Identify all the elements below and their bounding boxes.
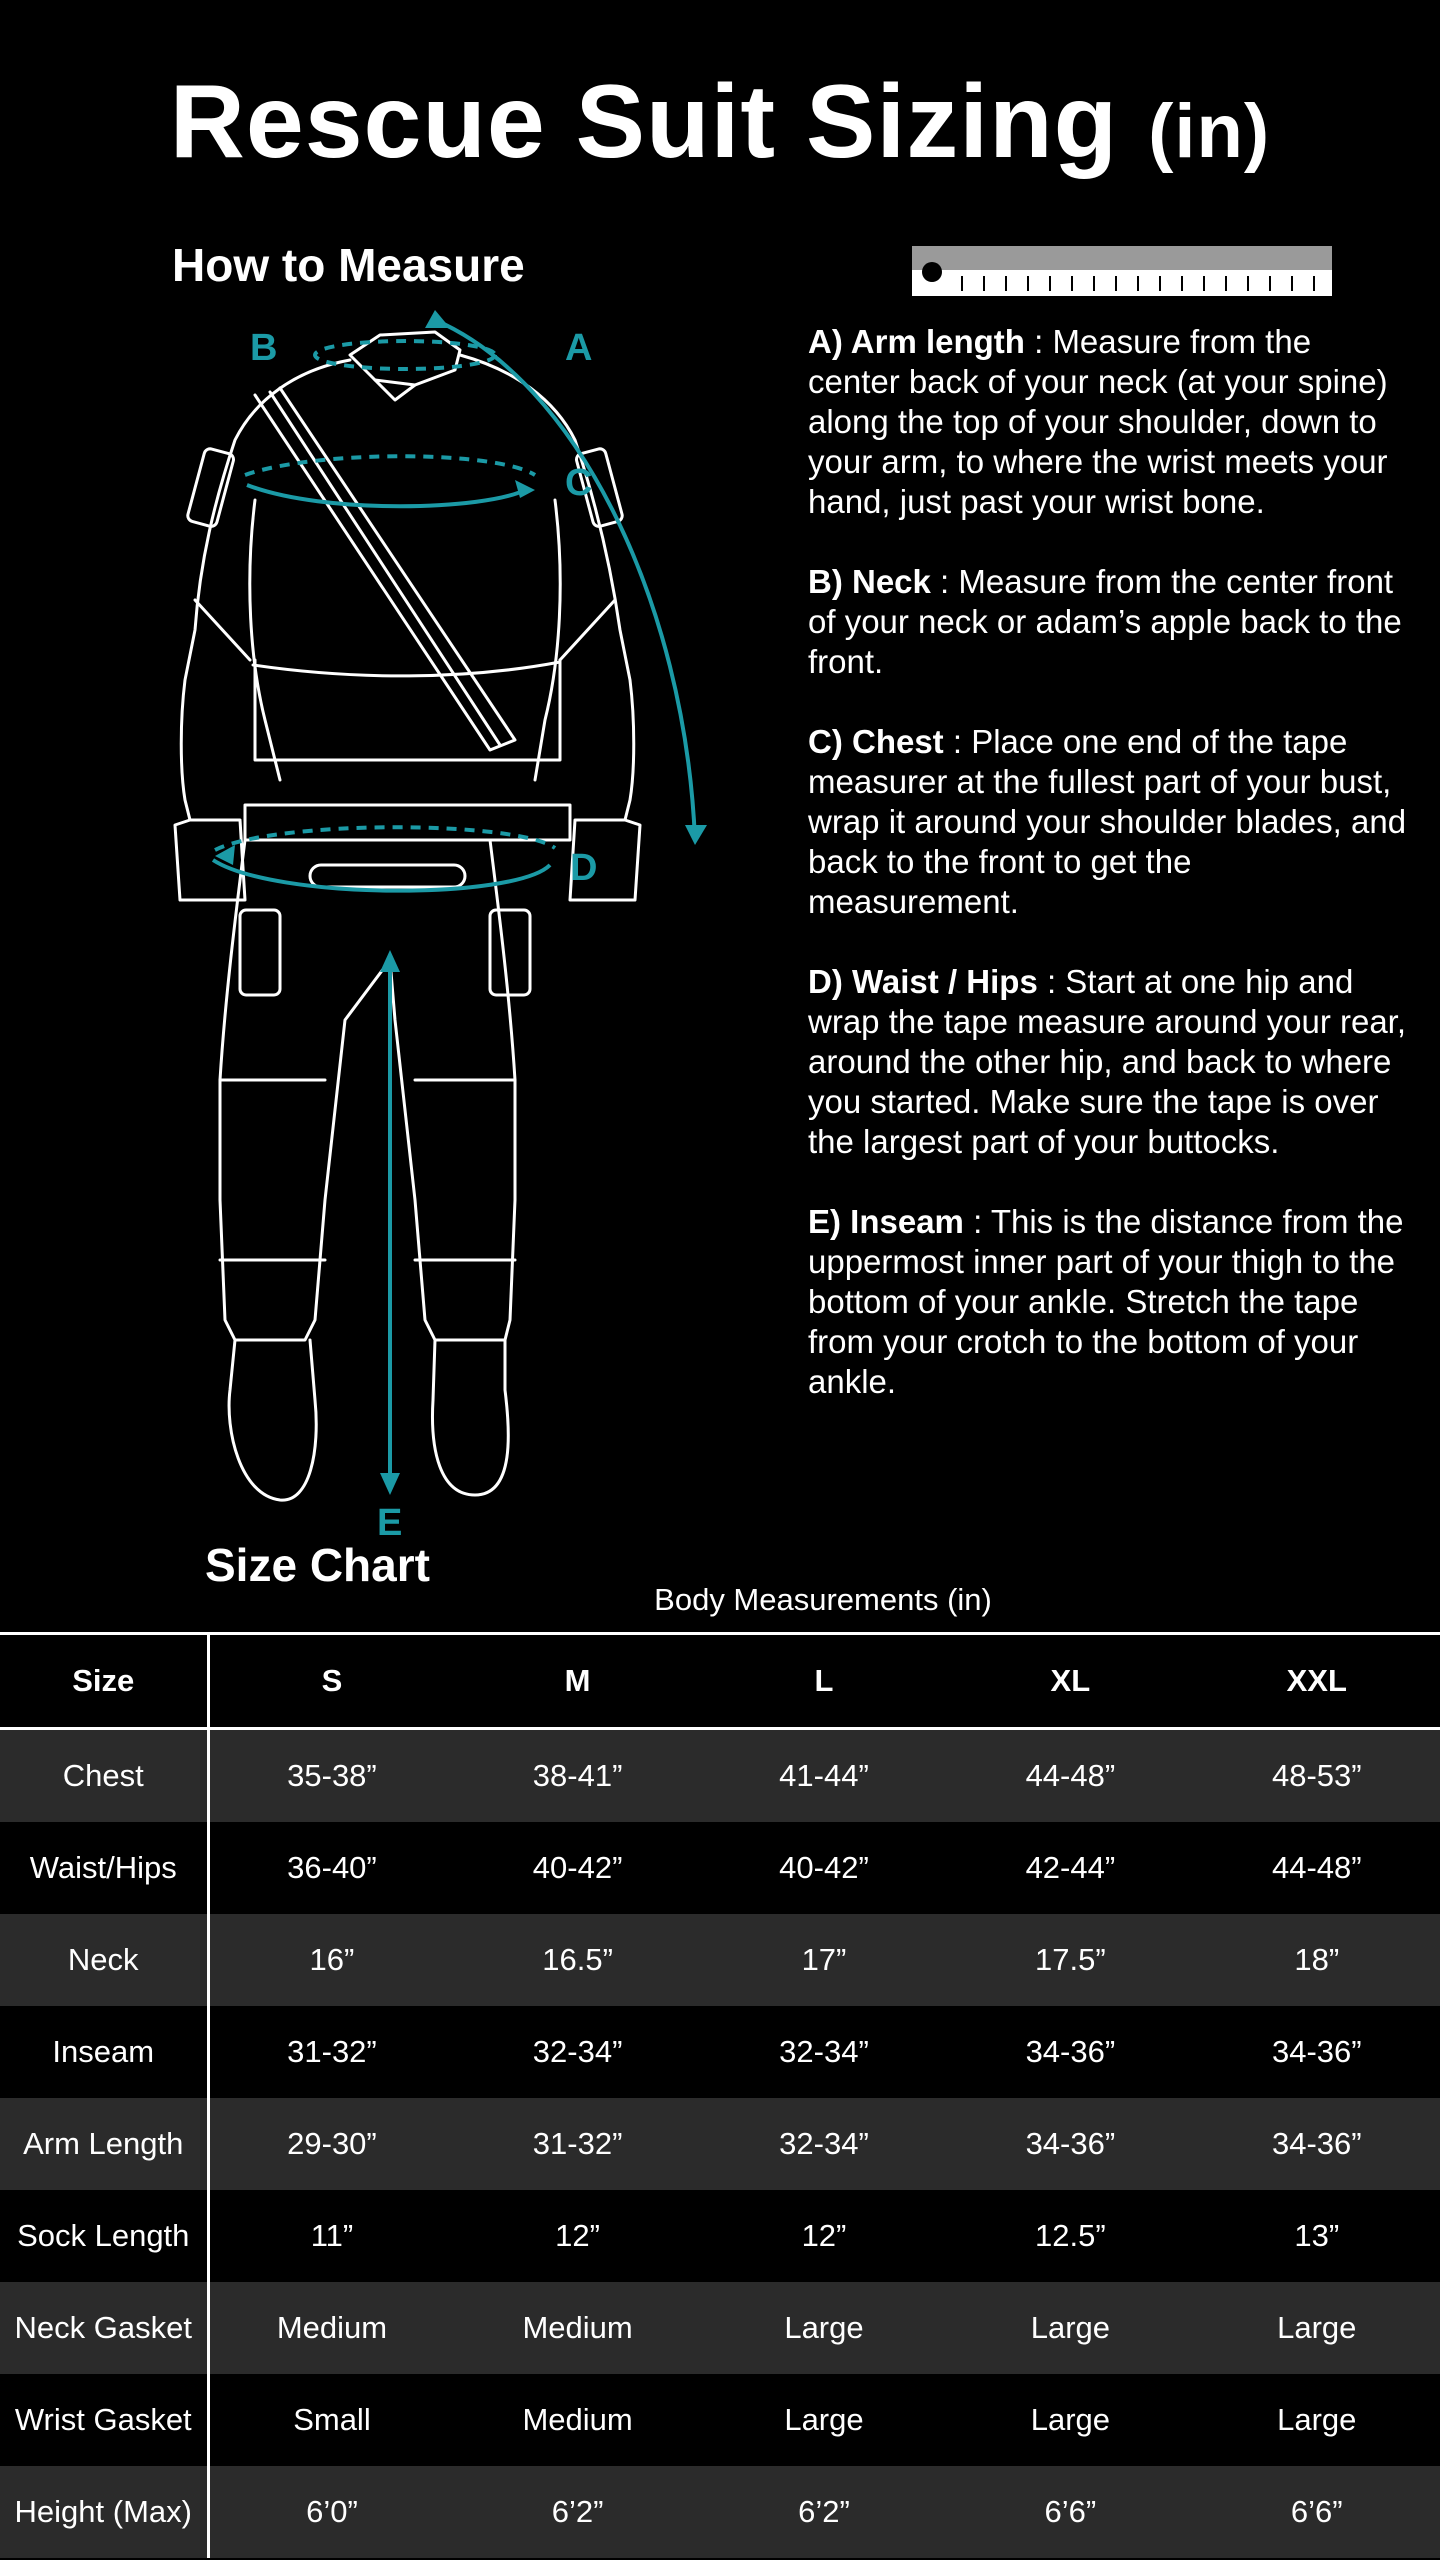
table-cell: 44-48” [947,1729,1193,1823]
table-cell: Medium [454,2282,700,2374]
table-cell: 48-53” [1194,1729,1440,1823]
table-cell: Large [1194,2282,1440,2374]
label-b: B [250,327,278,369]
table-cell: 6’6” [1194,2466,1440,2558]
table-cell: 41-44” [701,1729,947,1823]
table-cell: 12” [454,2190,700,2282]
table-cell: 42-44” [947,1822,1193,1914]
table-row [0,2190,1440,2282]
table-cell: Large [701,2374,947,2466]
row-label: Sock Length [0,2190,208,2282]
table-header-row [0,1634,1440,1729]
table-row [0,2098,1440,2190]
table-cell: 34-36” [947,2098,1193,2190]
size-chart-heading: Size Chart [205,1539,430,1591]
table-row [0,2466,1440,2558]
row-label: Waist/Hips [0,1822,208,1914]
measure-instructions [808,322,1408,1442]
table-cell: Large [1194,2374,1440,2466]
table-cell: 6’6” [947,2466,1193,2558]
table-body [0,1729,1440,2559]
table-cell: 6’0” [208,2466,454,2558]
table-cell: 34-36” [1194,2098,1440,2190]
table-cell: 40-42” [454,1822,700,1914]
table-row [0,1914,1440,2006]
row-label: Neck [0,1914,208,2006]
table-cell: 16.5” [454,1914,700,2006]
header-xxl: XXL [1194,1634,1440,1729]
table-cell: 6’2” [701,2466,947,2558]
table-cell: 12.5” [947,2190,1193,2282]
table-cell: Medium [454,2374,700,2466]
header-m: M [454,1634,700,1729]
instruction-inseam: E) Inseam : This is the distance from the uppermost inner part of your thigh to the bottom of your ankle. Stretch the tape from your crotch to the bottom of your ankle. [808,1203,1404,1400]
how-to-measure-heading: How to Measure [172,239,525,291]
table-cell: Medium [208,2282,454,2374]
table-cell: Small [208,2374,454,2466]
title-unit: (in) [1148,89,1271,174]
table-cell: 32-34” [454,2006,700,2098]
row-label: Height (Max) [0,2466,208,2558]
table-cell: 40-42” [701,1822,947,1914]
label-e: E [377,1502,403,1540]
size-chart-table [0,1632,1440,2558]
table-cell: 17.5” [947,1914,1193,2006]
table-cell: 38-41” [454,1729,700,1823]
table-cell: 16” [208,1914,454,2006]
table-cell: Large [701,2282,947,2374]
header-s: S [208,1634,454,1729]
table-cell: 6’2” [454,2466,700,2558]
table-cell: 44-48” [1194,1822,1440,1914]
table-cell: 31-32” [454,2098,700,2190]
table-cell: 17” [701,1914,947,2006]
table-cell: 31-32” [208,2006,454,2098]
row-label: Inseam [0,2006,208,2098]
table-cell: 12” [701,2190,947,2282]
table-cell: Large [947,2282,1193,2374]
size-chart-caption: Body Measurements (in) [654,1582,992,1617]
table-cell: 34-36” [1194,2006,1440,2098]
table-cell: 35-38” [208,1729,454,1823]
table-cell: 18” [1194,1914,1440,2006]
header-l: L [701,1634,947,1729]
table-cell: 29-30” [208,2098,454,2190]
table-row [0,2374,1440,2466]
header-size: Size [0,1634,208,1729]
row-label: Arm Length [0,2098,208,2190]
table-cell: Large [947,2374,1193,2466]
table-cell: 36-40” [208,1822,454,1914]
instruction-neck: B) Neck : Measure from the center front of your neck or adam’s apple back to the front. [808,563,1402,680]
label-d: D [570,847,598,889]
instruction-chest: C) Chest : Place one end of the tape measurer at the fullest part of your bust, wrap it around your shoulder blades, and back to the front to get the measurement. [808,723,1407,920]
table-cell: 11” [208,2190,454,2282]
row-label: Wrist Gasket [0,2374,208,2466]
table-row [0,1822,1440,1914]
rescue-suit-diagram [95,300,755,1540]
table-row [0,2006,1440,2098]
table-row [0,1729,1440,1823]
row-label: Neck Gasket [0,2282,208,2374]
label-a: A [565,327,593,369]
table-cell: 13” [1194,2190,1440,2282]
row-label: Chest [0,1729,208,1823]
page-title [0,64,1440,180]
table-row [0,2282,1440,2374]
table-cell: 34-36” [947,2006,1193,2098]
table-cell: 32-34” [701,2006,947,2098]
instruction-arm-length: A) Arm length : Measure from the center back of your neck (at your spine) along the top of your shoulder, down to your arm, to where the wrist meets your hand, just past your wrist bone. [808,323,1388,520]
label-c: C [565,462,593,504]
table-cell: 32-34” [701,2098,947,2190]
instruction-waist-hips: D) Waist / Hips : Start at one hip and wrap the tape measure around your rear, around the other hip, and back to where you started. Make sure the tape is over the largest part of your buttocks. [808,963,1407,1160]
title-main: Rescue Suit Sizing [169,64,1119,180]
tape-measure-icon [912,246,1332,298]
header-xl: XL [947,1634,1193,1729]
